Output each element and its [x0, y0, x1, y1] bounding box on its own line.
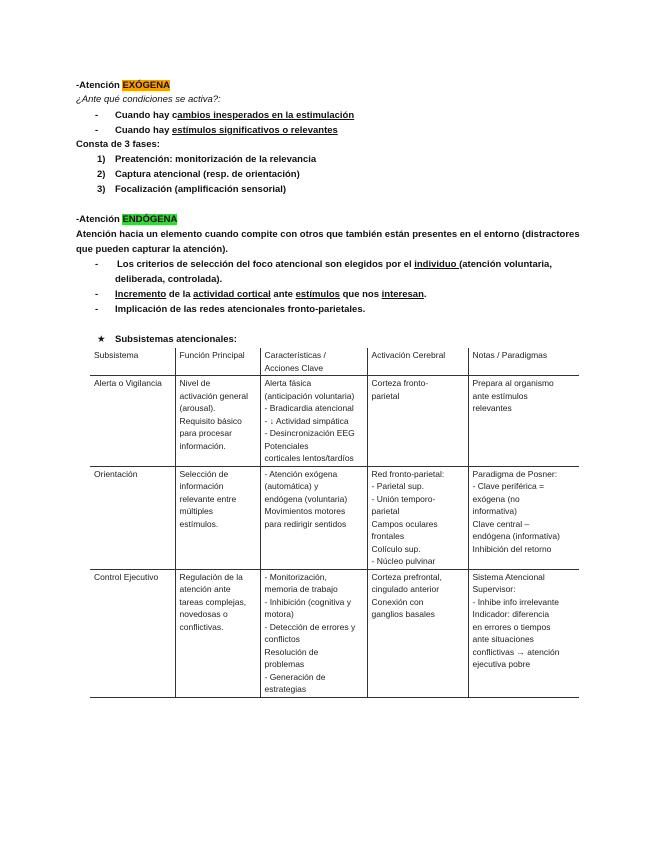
list-item-text: Los criterios de selección del foco atencional son elegidos por el individuo (atención voluntaria, — [117, 259, 552, 270]
column-header: Subsistema — [90, 348, 175, 376]
list-item-text: Cuando hay estímulos significativos o relevantes — [115, 125, 338, 136]
table-cell: Red fronto-parietal: - Parietal sup. - Unión temporo- parietal Campos oculares frontales Colículo sup. - Núcleo pulvinar — [367, 466, 468, 569]
table-cell: Corteza prefrontal, cingulado anterior Conexión con ganglios basales — [367, 569, 468, 697]
fase-number: 2) — [97, 169, 106, 180]
table-cell: Nivel de activación general (arousal). Requisito básico para procesar información. — [175, 376, 260, 467]
table-cell: Alerta fásica (anticipación voluntaria) - Bradicardia atencional - ↓ Actividad simpática - Desincronización EEG Potenciales corticales lentos/tardíos — [260, 376, 367, 467]
table-row — [90, 466, 579, 569]
table-cell: Paradigma de Posner: - Clave periférica = exógena (no informativa) Clave central – endógena (informativa) Inhibición del retorno — [468, 466, 579, 569]
table-row — [90, 376, 579, 467]
bullet-dash: - — [95, 259, 99, 270]
list-item-text: Cuando hay cambios inesperados en la estimulación — [115, 110, 355, 121]
table-cell: Corteza fronto- parietal — [367, 376, 468, 467]
fases-title: Consta de 3 fases: — [76, 139, 160, 150]
bullet-dash: - — [95, 289, 99, 300]
bullet-dash: - — [95, 110, 99, 121]
table-header-row — [90, 348, 579, 376]
fase-number: 1) — [97, 154, 106, 165]
fase-text: Captura atencional (resp. de orientación) — [115, 169, 300, 180]
table-cell: Orientación — [90, 466, 175, 569]
column-header: Características / Acciones Clave — [260, 348, 367, 376]
exogena-term-highlight: EXÓGENA — [122, 80, 170, 91]
table-row — [90, 569, 579, 697]
fase-text: Preatención: monitorización de la relevancia — [115, 154, 317, 165]
list-item-text: Implicación de las redes atencionales fronto-parietales. — [115, 304, 366, 315]
exogena-question: ¿Ante qué condiciones se activa?: — [76, 94, 221, 105]
table-cell: Regulación de la atención ante tareas complejas, novedosas o conflictivas. — [175, 569, 260, 697]
table-cell: - Atención exógena (automática) y endógena (voluntaria) Movimientos motores para redirigir sentidos — [260, 466, 367, 569]
endogena-term-highlight: ENDÓGENA — [122, 214, 178, 225]
table-cell: Prepara al organismo ante estímulos relevantes — [468, 376, 579, 467]
endogena-heading: -Atención ENDÓGENA — [76, 214, 178, 225]
table-cell: Selección de información relevante entre múltiples estímulos. — [175, 466, 260, 569]
list-item-text-cont: deliberada, controlada). — [115, 274, 223, 285]
endogena-definition-line2: que pueden capturar la atención). — [76, 244, 229, 255]
list-item — [95, 109, 98, 122]
column-header: Activación Cerebral — [367, 348, 468, 376]
heading-prefix: -Atención — [76, 80, 123, 91]
list-item: - — [95, 125, 99, 136]
column-header: Función Principal — [175, 348, 260, 376]
subsistemas-table — [90, 348, 579, 698]
exogena-heading — [76, 79, 170, 92]
table-cell: Control Ejecutivo — [90, 569, 175, 697]
column-header: Notas / Paradigmas — [468, 348, 579, 376]
table-cell: Sistema Atencional Supervisor: - Inhibe info irrelevante Indicador: diferencia en errores o tiempos ante situaciones conflictivas → atención ejecutiva pobre — [468, 569, 579, 697]
star-icon: ★ — [97, 334, 106, 345]
subsistemas-title: Subsistemas atencionales: — [115, 334, 237, 345]
bullet-dash: - — [95, 304, 99, 315]
table-cell: - Monitorización, memoria de trabajo - Inhibición (cognitiva y motora) - Detección de errores y conflictos Resolución de problemas - Generación de estrategias — [260, 569, 367, 697]
fase-number: 3) — [97, 184, 106, 195]
list-item-text: Incremento de la actividad cortical ante estímulos que nos interesan. — [115, 289, 427, 300]
table-cell: Alerta o Vigilancia — [90, 376, 175, 467]
endogena-definition-line1: Atención hacia un elemento cuando compite con otros que también están presentes en el entorno (distractores — [76, 229, 580, 240]
fase-text: Focalización (amplificación sensorial) — [115, 184, 287, 195]
